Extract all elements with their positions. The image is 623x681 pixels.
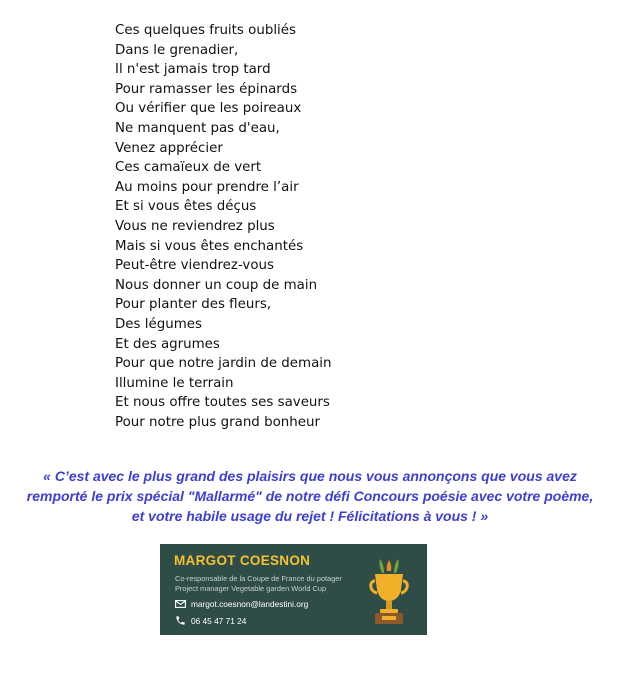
award-quote: « C’est avec le plus grand des plaisirs que nous vous annonçons que vous avez remporté le prix spécial "Mallarmé" de notre défi Concours poésie avec votre poème, et votre habile usage du rejet ! Félicitations à vous ! » <box>26 468 594 524</box>
poem-line: Des légumes <box>115 316 202 332</box>
signature-phone-row[interactable] <box>175 615 246 626</box>
signature-role-fr: Co-responsable de la Coupe de France du potager <box>175 574 342 583</box>
poem-line: Et nous offre toutes ses saveurs <box>115 395 330 411</box>
poem-line: Ne manquent pas d'eau, <box>115 120 280 136</box>
poem-line: Ces camaïeux de vert <box>115 160 262 176</box>
poem-line: Pour ramasser les épinards <box>115 81 298 97</box>
poem-line: Vous ne reviendrez plus <box>115 218 275 234</box>
poem-line: Nous donner un coup de main <box>115 277 318 293</box>
signature-email-row[interactable] <box>175 599 308 609</box>
signature-phone[interactable]: 06 45 47 71 24 <box>191 615 247 626</box>
signature-name: MARGOT COESNON <box>174 553 311 568</box>
poem-line: Et si vous êtes déçus <box>115 199 257 215</box>
poem-line: Ou vérifier que les poireaux <box>115 101 302 117</box>
poem-line: Illumine le terrain <box>115 375 234 391</box>
poem <box>115 21 332 432</box>
poem-line: Ces quelques fruits oubliés <box>115 23 296 38</box>
poem-line: Et des agrumes <box>115 336 220 352</box>
poem-line: Dans le grenadier, <box>115 42 239 58</box>
signature-email[interactable]: margot.coesnon@landestini.org <box>191 599 309 609</box>
email-signature-card <box>160 544 427 635</box>
envelope-icon <box>175 600 186 608</box>
poem-line: Mais si vous êtes enchantés <box>115 238 304 254</box>
signature-role-en: Project manager Vegetable garden World Cup <box>175 584 327 593</box>
poem-line: Pour planter des fleurs, <box>115 297 272 313</box>
trophy-icon <box>368 559 410 625</box>
poem-line: Peut-être viendrez-vous <box>115 258 274 274</box>
signature-role <box>175 574 342 594</box>
poem-line: Pour que notre jardin de demain <box>115 356 332 372</box>
poem-line: Pour notre plus grand bonheur <box>115 414 320 430</box>
phone-icon <box>175 615 186 626</box>
poem-line: Au moins pour prendre l’air <box>115 179 299 195</box>
poem-line: Venez apprécier <box>115 140 223 156</box>
poem-line: Il n'est jamais trop tard <box>115 62 271 78</box>
